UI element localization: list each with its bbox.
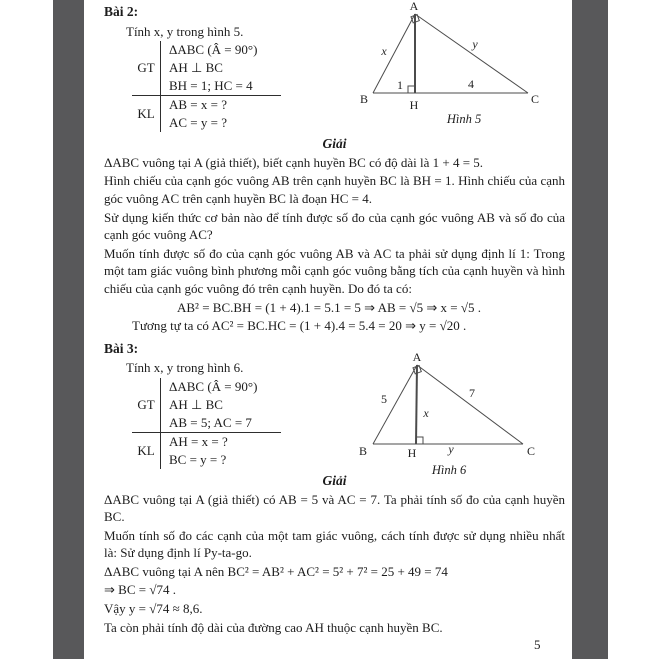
problem3-solution-heading: Giải (322, 472, 347, 488)
formula-line: AB² = BC.BH = (1 + 4).1 = 5.1 = 5 ⇒ AB = √5 ⇒ x = √5 . (177, 299, 481, 315)
gt-line: ΔABC (Â = 90°) (169, 378, 258, 394)
gt-label: GT (137, 396, 155, 412)
vertex-label-c: C (526, 444, 536, 458)
problem3-subtitle: Tính x, y trong hình 6. (126, 360, 244, 376)
gt-row (132, 41, 281, 95)
side-label-x: x (381, 44, 387, 58)
vertex-label-a: A (412, 352, 422, 364)
figure-hinh-6 (350, 352, 568, 482)
triangle-side-ac (417, 365, 523, 444)
gt-label: GT (137, 60, 155, 76)
gt-line: AH ⊥ BC (169, 60, 223, 76)
solution-paragraph: ΔABC vuông tại A (giả thiết) có AB = 5 và AC = 7. Ta phải tính số đo của cạnh huyền BC. (104, 491, 565, 525)
gt-row (132, 378, 281, 432)
solution-paragraph: Sử dụng kiến thức cơ bản nào để tính được số đo của cạnh góc vuông AB và số đo của cạnh góc vuông AC? (104, 209, 565, 243)
solution-paragraph: Vậy y = √74 ≈ 8,6. (104, 601, 203, 617)
kl-line: BC = y = ? (169, 451, 227, 467)
problem3-gt-kl-table (132, 378, 281, 469)
gt-line: ΔABC (Â = 90°) (169, 42, 258, 58)
gt-lines (160, 378, 281, 432)
solution-paragraph: Muốn tính số đo các cạnh của một tam giác vuông, cách tính được sử dụng nhiều nhất là: Sử dụng định lí Py-ta-go. (104, 527, 565, 561)
problem2-gt-kl-table (132, 41, 281, 132)
vertex-label-c: C (530, 92, 540, 106)
problem2-solution-heading: Giải (322, 136, 347, 152)
kl-line: AH = x = ? (169, 433, 228, 449)
base-label-y: y (448, 442, 454, 456)
triangle-side-ab (373, 365, 417, 444)
vertex-label-h: H (409, 98, 419, 112)
kl-label: KL (137, 106, 155, 122)
kl-label: KL (137, 442, 155, 458)
altitude-ah (416, 365, 417, 444)
scan-border-right (572, 0, 608, 659)
side-label-ab: 5 (381, 392, 387, 406)
problem2-title: Bài 2: (104, 4, 139, 19)
kl-lines (160, 96, 281, 132)
vertex-label-b: B (358, 444, 368, 458)
figure-caption: Hình 5 (446, 112, 482, 126)
side-label-y: y (472, 37, 478, 51)
figure-hinh-5 (350, 0, 568, 130)
kl-lines (160, 433, 281, 469)
vertex-label-b: B (359, 92, 369, 106)
solution-paragraph: ΔABC vuông tại A nên BC² = AB² + AC² = 5² + 7² = 25 + 49 = 74 (104, 563, 448, 579)
triangle-side-ab (373, 14, 415, 93)
right-angle-mark-h (408, 86, 415, 93)
vertex-label-h: H (407, 446, 417, 460)
segment-label-hc: 4 (468, 77, 474, 91)
altitude-label-x: x (423, 406, 429, 420)
scan-border-left (53, 0, 84, 659)
problem3-title: Bài 3: (104, 340, 139, 356)
vertex-label-a: A (409, 0, 419, 13)
solution-paragraph: ⇒ BC = √74 . (104, 582, 176, 598)
problem2-subtitle: Tính x, y trong hình 5. (126, 23, 244, 39)
solution-paragraph: Ta còn phải tính độ dài của đường cao AH thuộc cạnh huyền BC. (104, 619, 443, 635)
solution-paragraph: ΔABC vuông tại A (giả thiết), biết cạnh huyền BC có độ dài là 1 + 4 = 5. (104, 154, 484, 170)
kl-line: AB = x = ? (169, 97, 227, 113)
segment-label-bh: 1 (397, 78, 403, 92)
gt-lines (160, 41, 281, 95)
page-number: 5 (534, 637, 541, 652)
gt-line: AB = 5; AC = 7 (169, 414, 252, 430)
kl-row (132, 95, 281, 132)
kl-line: AC = y = ? (169, 115, 227, 131)
kl-row (132, 432, 281, 469)
solution-paragraph: Muốn tính được số đo của cạnh góc vuông AB và AC ta phải sử dụng định lí 1: Trong một tam giác vuông bình phương mỗi cạnh góc vuông bằng tích của cạnh huyền và hình chiếu của cạnh góc vuông đó trên cạnh huyền. Do đó ta có: (104, 245, 565, 296)
gt-line: BH = 1; HC = 4 (169, 78, 253, 94)
solution-paragraph: Hình chiếu của cạnh góc vuông AB trên cạnh huyền BC là BH = 1. Hình chiếu của cạnh góc vuông AC trên cạnh huyền BC là đoạn HC = 4. (104, 173, 565, 206)
formula-line: Tương tự ta có AC² = BC.HC = (1 + 4).4 = 5.4 = 20 ⇒ y = √20 . (132, 318, 467, 334)
figure-caption: Hình 6 (431, 463, 467, 477)
side-label-ac: 7 (469, 386, 475, 400)
gt-line: AH ⊥ BC (169, 396, 223, 412)
